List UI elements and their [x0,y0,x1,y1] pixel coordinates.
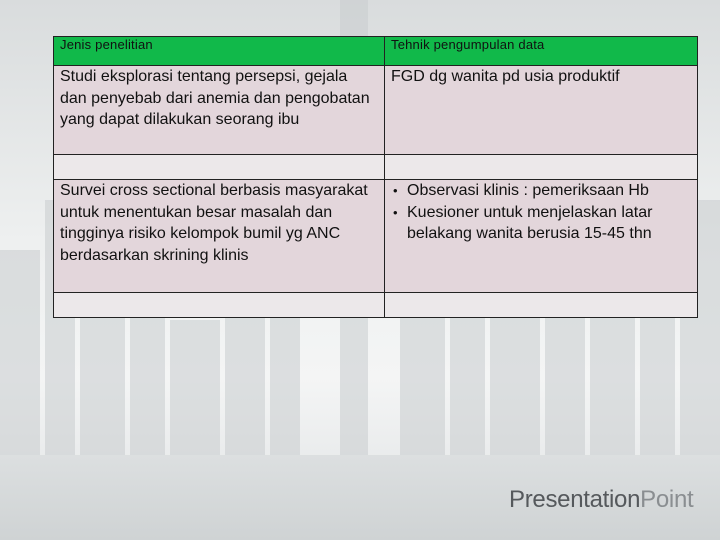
research-methods-table [53,36,698,318]
brand-part1: Presentation [509,486,641,513]
cell-teknik: FGD dg wanita pd usia produktif [385,66,698,155]
empty-cell [385,293,698,318]
table-header-row [54,37,698,66]
presentationpoint-logo [509,486,693,514]
empty-row [54,155,698,180]
brand-part2: Point [640,486,694,513]
list-item: • Kuesioner untuk menjelaskan latar belakang wanita berusia 15-45 thn [407,202,691,245]
empty-cell [54,293,385,318]
table-row [54,66,698,155]
header-jenis-penelitian: Jenis penelitian [54,37,385,66]
empty-cell [54,155,385,180]
teknik-bullet-list [391,180,691,245]
cell-jenis: Studi eksplorasi tentang persepsi, gejala dan penyebab dari anemia dan pengobatan yang dapat dilakukan seorang ibu [54,66,385,155]
list-item: • Observasi klinis : pemeriksaan Hb [407,180,691,202]
cell-jenis: Survei cross sectional berbasis masyarakat untuk menentukan besar masalah dan tingginya risiko kelompok bumil yg ANC berdasarkan skrining klinis [54,180,385,293]
header-tehnik-pengumpulan-data: Tehnik pengumpulan data [385,37,698,66]
table-row [54,180,698,293]
cell-teknik [385,180,698,293]
empty-cell [385,155,698,180]
empty-row [54,293,698,318]
